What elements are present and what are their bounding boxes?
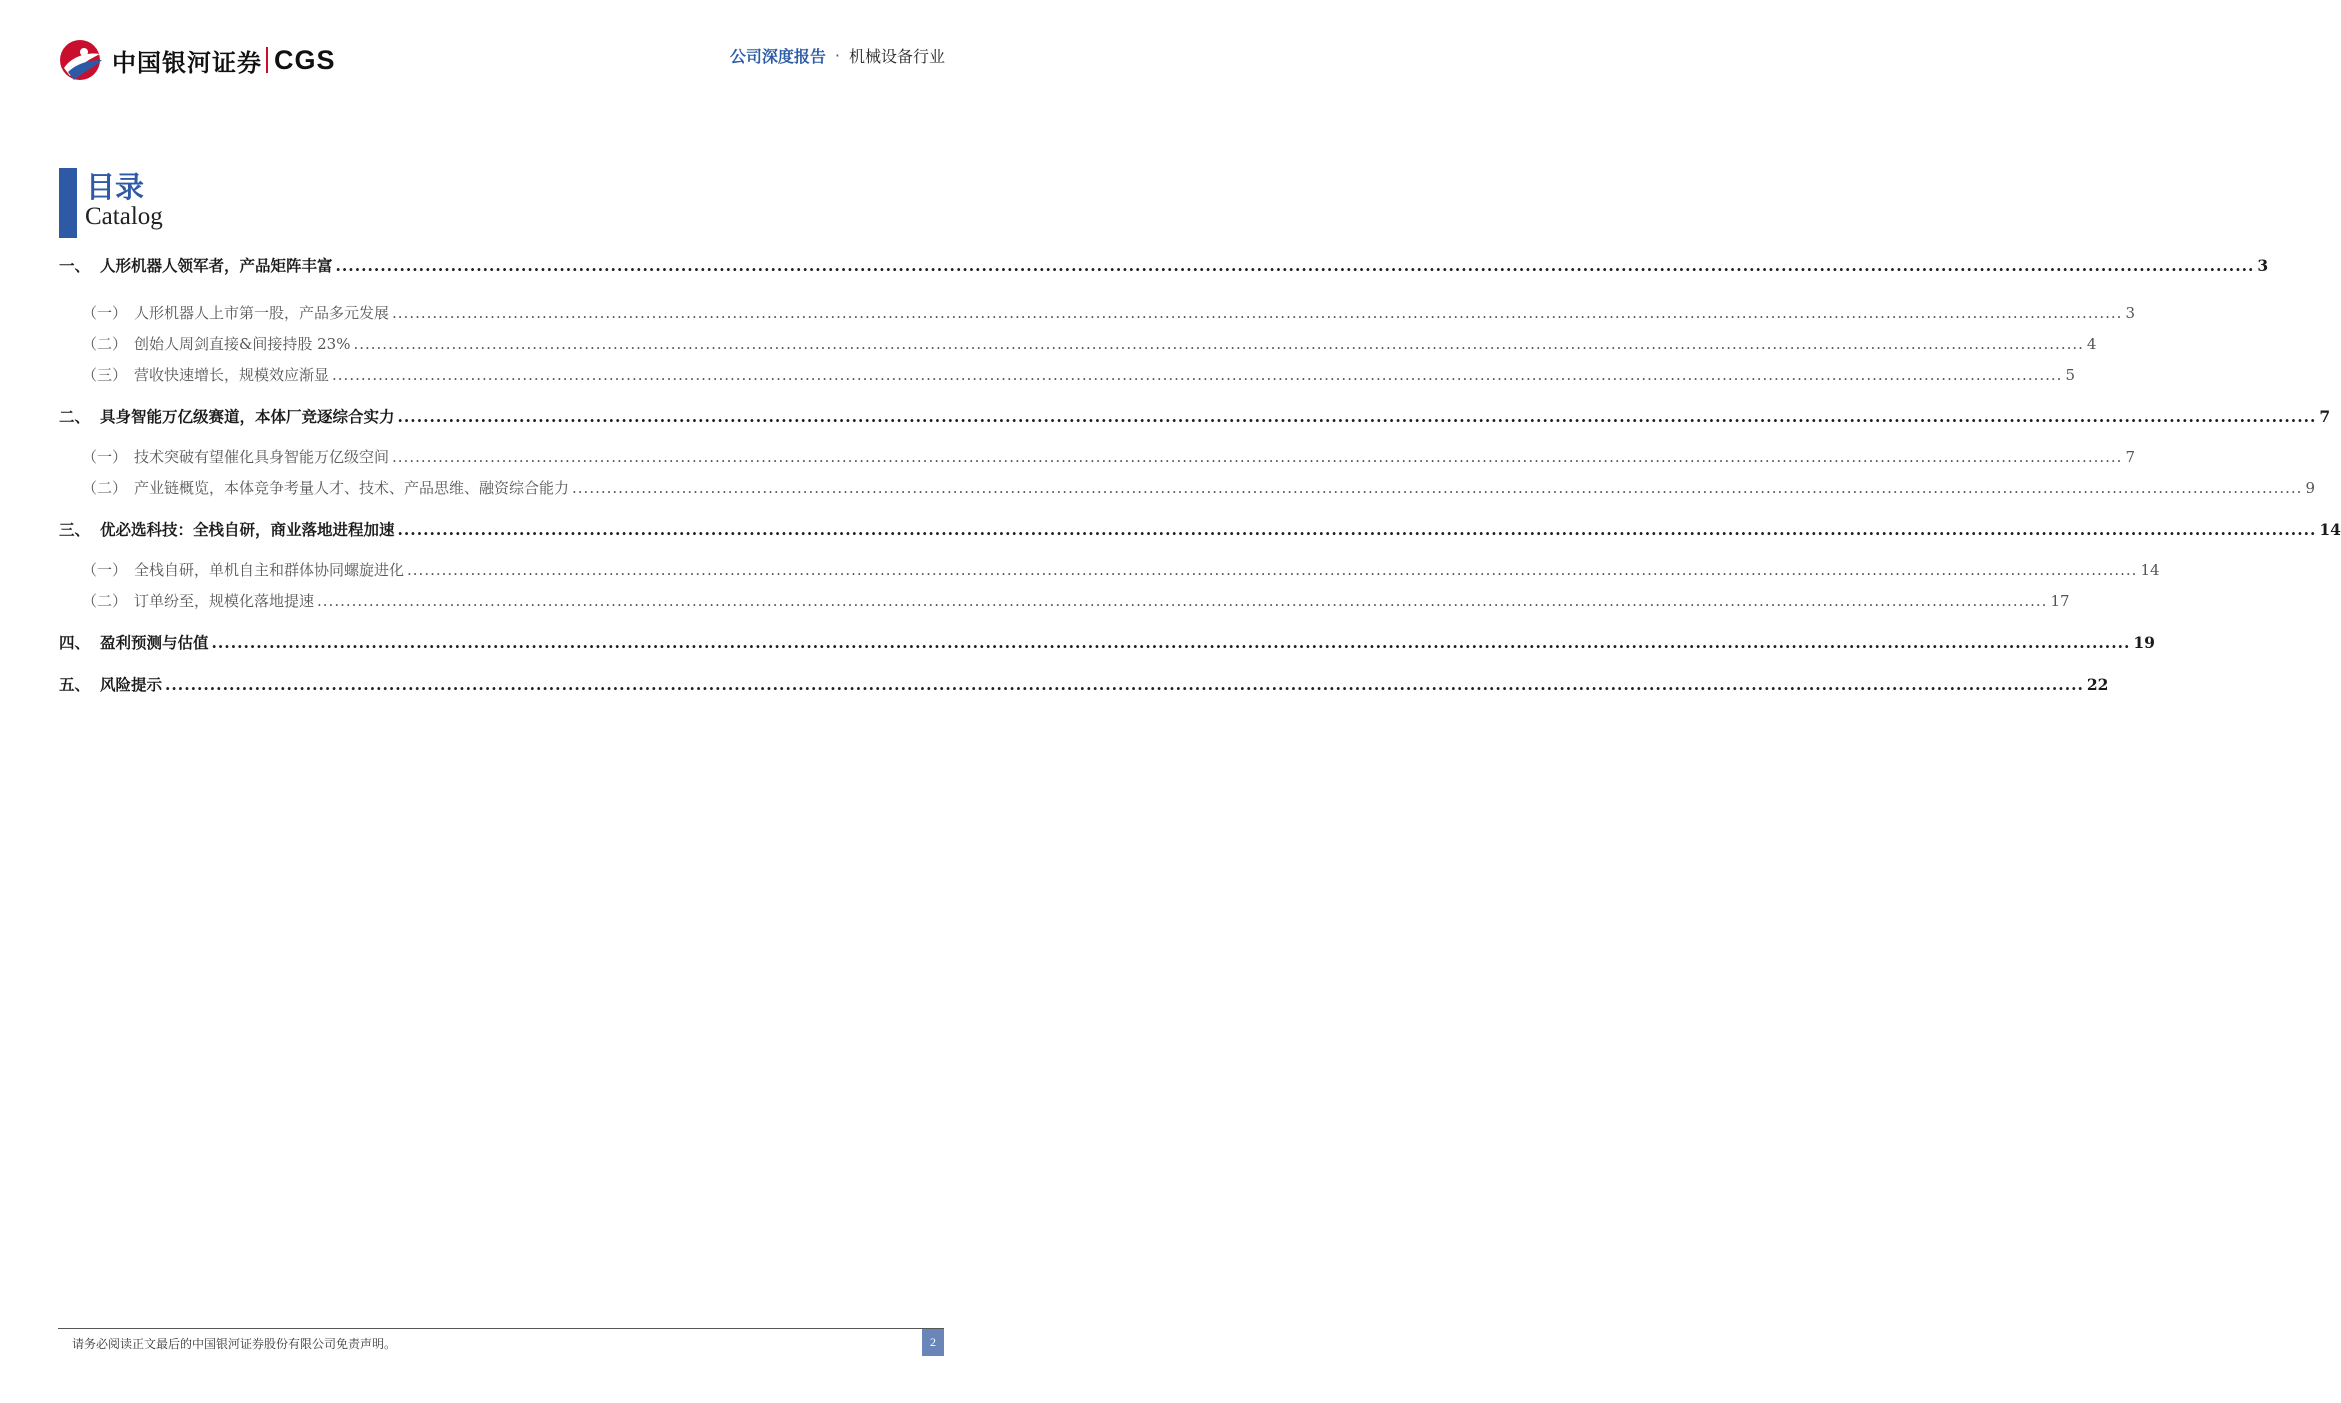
logo-chinese-name: 中国银河证券 [112,48,262,77]
toc-section-entry[interactable] [59,333,2097,357]
toc-page-number: 14 [2140,561,2160,579]
toc-page-number: 5 [2065,366,2075,384]
toc-page-number: 22 [2086,675,2109,694]
toc-leader-dots: ............................................................................................................................................................................................................................................................................................................ [165,675,2084,694]
toc-entry-title: 优必选科技：全栈自研，商业落地进程加速 [100,520,395,539]
toc-section-entry[interactable] [59,446,2135,470]
toc-leader-dots: ............................................................................................................................................................................................................................................................................................................ [211,633,2131,652]
toc-entry-number: （一） [82,304,128,322]
toc-section-entry[interactable] [59,477,2315,501]
logo-english-name: CGS [274,44,336,75]
toc-entry-number: （一） [82,448,128,466]
industry-label: 机械设备行业 [848,47,945,66]
catalog-title-en: Catalog [85,203,163,230]
toc-page-number: 14 [2319,520,2341,539]
toc-page-number: 17 [2050,592,2070,610]
toc-page-number: 19 [2133,633,2155,652]
toc-entry-number: （二） [82,335,128,353]
footer-divider [58,1328,944,1329]
toc-leader-dots: ............................................................................................................................................................................................................................................................................................................ [332,366,2063,384]
toc-leader-dots: ............................................................................................................................................................................................................................................................................................................ [572,479,2303,497]
toc-entry-title: 技术突破有望催化具身智能万亿级空间 [134,448,390,466]
toc-page-number: 7 [2125,448,2135,466]
toc-page-number: 3 [2125,304,2135,322]
company-logo [58,38,336,82]
toc-entry-title: 人形机器人上市第一股，产品多元发展 [134,304,390,322]
toc-leader-dots: ............................................................................................................................................................................................................................................................................................................ [407,561,2138,579]
toc-leader-dots: ............................................................................................................................................................................................................................................................................................................ [397,407,2317,426]
toc-chapter-entry[interactable] [59,673,2109,697]
toc-page-number: 9 [2305,479,2315,497]
toc-page-number: 3 [2257,256,2269,275]
toc-leader-dots: ............................................................................................................................................................................................................................................................................................................ [353,335,2084,353]
report-type: 公司深度报告 [729,47,826,66]
toc-entry-title: 盈利预测与估值 [100,633,209,652]
toc-chapter-entry[interactable] [59,254,2269,278]
toc-section-entry[interactable] [59,559,2160,583]
toc-leader-dots: ............................................................................................................................................................................................................................................................................................................ [317,592,2048,610]
toc-section-entry[interactable] [59,302,2135,326]
toc-chapter-entry[interactable] [59,405,2331,429]
toc-entry-title: 产业链概览，本体竞争考量人才、技术、产品思维、融资综合能力 [134,479,570,497]
catalog-title-cn: 目录 [86,170,145,204]
toc-entry-title: 具身智能万亿级赛道，本体厂竞逐综合实力 [100,407,395,426]
toc-page-number: 4 [2086,335,2097,353]
toc-entry-number: （二） [82,479,128,497]
toc-entry-title: 创始人周剑直接&间接持股 23% [134,335,351,353]
toc-entry-title: 营收快速增长，规模效应渐显 [134,366,330,384]
toc-section-entry[interactable] [59,590,2070,614]
toc-entry-number: 四、 [59,633,91,652]
page-header [0,0,992,100]
toc-entry-title: 风险提示 [100,675,163,694]
toc-leader-dots: ............................................................................................................................................................................................................................................................................................................ [392,448,2123,466]
toc-entry-title: 人形机器人领军者，产品矩阵丰富 [100,256,333,275]
toc-entry-number: （三） [82,366,128,384]
page-number-badge: 2 [922,1329,944,1356]
toc-page-number: 7 [2319,407,2331,426]
toc-section-entry[interactable] [59,364,2075,388]
report-category [730,44,945,67]
toc-chapter-entry[interactable] [59,518,2341,542]
toc-entry-number: 一、 [59,256,91,275]
toc-entry-title: 全栈自研，单机自主和群体协同螺旋进化 [134,561,405,579]
toc-entry-title: 订单纷至，规模化落地提速 [134,592,315,610]
footer-disclaimer: 请务必阅读正文最后的中国银河证券股份有限公司免责声明。 [72,1337,397,1351]
toc-entry-number: （二） [82,592,128,610]
toc-leader-dots: ............................................................................................................................................................................................................................................................................................................ [397,520,2317,539]
toc-chapter-entry[interactable] [59,631,2155,655]
toc-entry-number: （一） [82,561,128,579]
toc-entry-number: 二、 [59,407,91,426]
toc-leader-dots: ............................................................................................................................................................................................................................................................................................................ [335,256,2255,275]
toc-entry-number: 五、 [59,675,91,694]
logo-divider [266,47,268,73]
header-separator: · [834,46,840,65]
toc-leader-dots: ............................................................................................................................................................................................................................................................................................................ [392,304,2123,322]
cgs-logo-icon [58,38,104,82]
catalog-accent-bar [59,168,77,238]
toc-entry-number: 三、 [59,520,91,539]
